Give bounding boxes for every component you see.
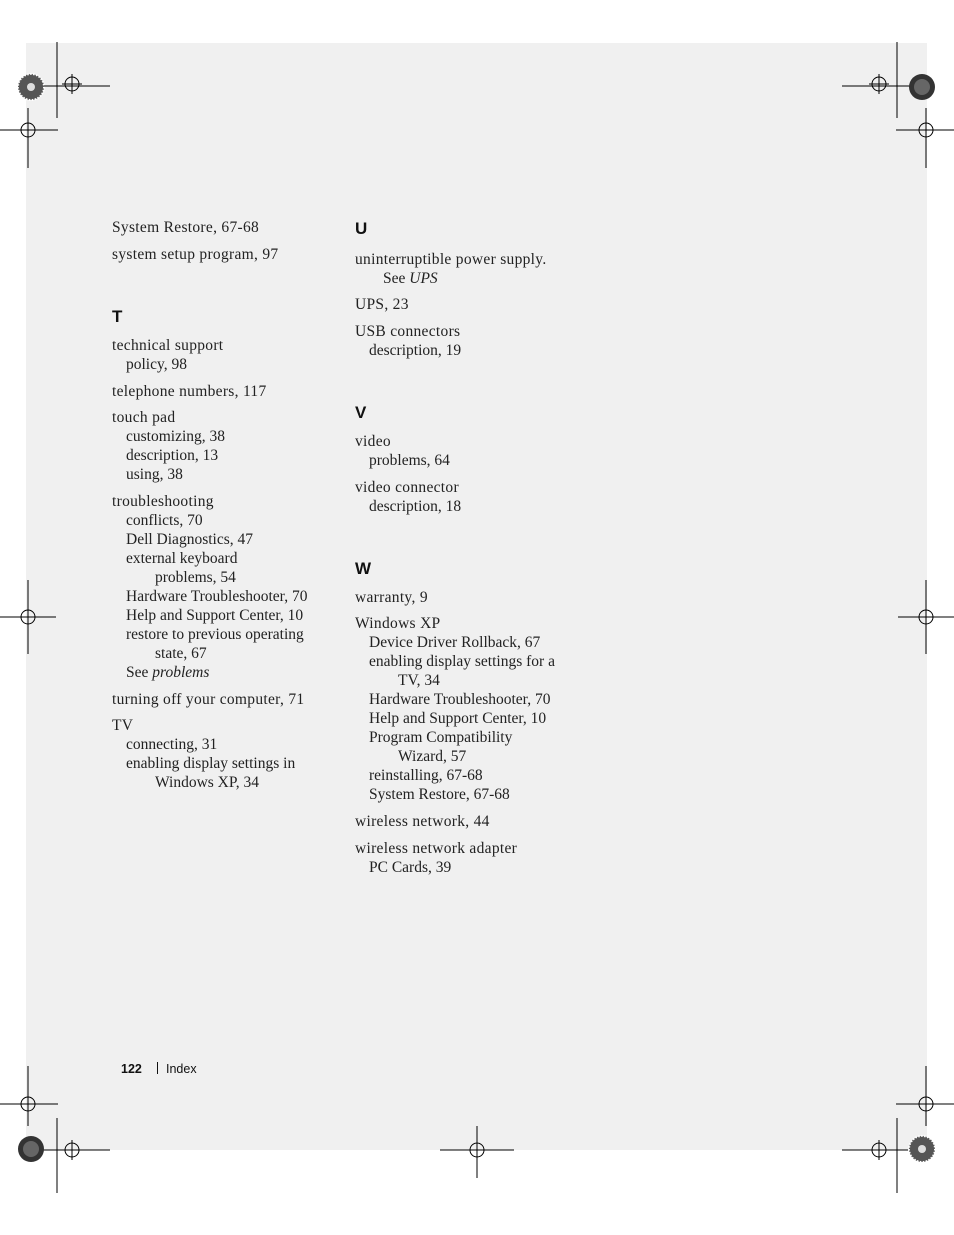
entry-sub: conflicts, 70 — [126, 512, 203, 529]
entry-sub: policy, 98 — [126, 356, 187, 373]
index-column-right — [355, 218, 585, 877]
index-entry — [355, 614, 585, 804]
entry-sub: description, 13 — [126, 447, 219, 464]
entry-main: system setup program, 97 — [112, 246, 279, 263]
entry-sub: Help and Support Center, 10 — [369, 710, 547, 727]
entry-sub: external keyboard — [126, 550, 238, 567]
entry-sub: System Restore, 67-68 — [369, 786, 510, 803]
page-footer — [121, 1062, 197, 1076]
entry-continuation: Wizard, 57 — [398, 748, 467, 765]
entry-main: turning off your computer, 71 — [112, 691, 305, 708]
see-reference: UPS — [409, 270, 438, 287]
entry-main: video connector — [355, 479, 459, 496]
index-entry — [112, 690, 342, 709]
entry-sub: Hardware Troubleshooter, 70 — [369, 691, 551, 708]
entry-sub: Dell Diagnostics, 47 — [126, 531, 253, 548]
section-name: Index — [166, 1062, 197, 1076]
index-entry — [112, 408, 342, 484]
index-entry — [355, 295, 585, 314]
index-entry — [112, 382, 342, 401]
entry-sub: Device Driver Rollback, 67 — [369, 634, 541, 651]
entry-sub — [112, 663, 342, 682]
entry-continuation — [355, 269, 585, 288]
index-entry — [112, 218, 342, 237]
entry-sub: PC Cards, 39 — [369, 859, 452, 876]
entry-sub: Help and Support Center, 10 — [126, 607, 304, 624]
index-entry — [112, 716, 342, 792]
entry-sub: restore to previous operating — [126, 626, 304, 643]
entry-sub: enabling display settings in — [126, 755, 296, 772]
index-entry — [355, 588, 585, 607]
entry-main: warranty, 9 — [355, 589, 428, 606]
section-letter: W — [355, 559, 372, 578]
section-letter: U — [355, 219, 368, 238]
entry-main: Windows XP — [355, 615, 441, 632]
index-entry — [355, 322, 585, 360]
entry-sub: reinstalling, 67-68 — [369, 767, 483, 784]
footer-divider — [157, 1062, 158, 1074]
page-number: 122 — [121, 1062, 142, 1076]
see-label: See — [383, 270, 410, 287]
index-entry — [355, 432, 585, 470]
entry-main: UPS, 23 — [355, 296, 409, 313]
section-letter: T — [112, 307, 123, 326]
entry-main: troubleshooting — [112, 493, 214, 510]
entry-continuation: state, 67 — [155, 645, 207, 662]
entry-main: telephone numbers, 117 — [112, 383, 267, 400]
index-entry — [112, 492, 342, 682]
section-letter: V — [355, 403, 367, 422]
entry-sub: problems, 64 — [369, 452, 450, 469]
index-entry — [355, 839, 585, 877]
see-label: See — [126, 664, 153, 681]
see-reference: problems — [152, 664, 210, 681]
index-entry — [355, 812, 585, 831]
entry-main: USB connectors — [355, 323, 461, 340]
entry-continuation: Windows XP, 34 — [155, 774, 260, 791]
entry-main: TV — [112, 717, 134, 734]
entry-continuation: TV, 34 — [398, 672, 440, 689]
index-entry — [355, 250, 585, 288]
entry-sub: description, 19 — [369, 342, 462, 359]
entry-main: technical support — [112, 337, 224, 354]
entry-continuation: problems, 54 — [155, 569, 236, 586]
entry-sub: connecting, 31 — [126, 736, 218, 753]
entry-sub: customizing, 38 — [126, 428, 226, 445]
entry-main: wireless network adapter — [355, 840, 518, 857]
entry-main: touch pad — [112, 409, 176, 426]
entry-sub: enabling display settings for a — [369, 653, 555, 670]
index-entry — [112, 336, 342, 374]
entry-sub: Program Compatibility — [369, 729, 513, 746]
index-column-left — [112, 218, 342, 792]
entry-sub: description, 18 — [369, 498, 462, 515]
entry-main: uninterruptible power supply. — [355, 251, 547, 268]
entry-main: video — [355, 433, 391, 450]
entry-sub: Hardware Troubleshooter, 70 — [126, 588, 308, 605]
entry-sub: using, 38 — [126, 466, 183, 483]
entry-main: wireless network, 44 — [355, 813, 490, 830]
index-entry — [112, 245, 342, 264]
index-entry — [355, 478, 585, 516]
entry-main: System Restore, 67-68 — [112, 219, 260, 236]
